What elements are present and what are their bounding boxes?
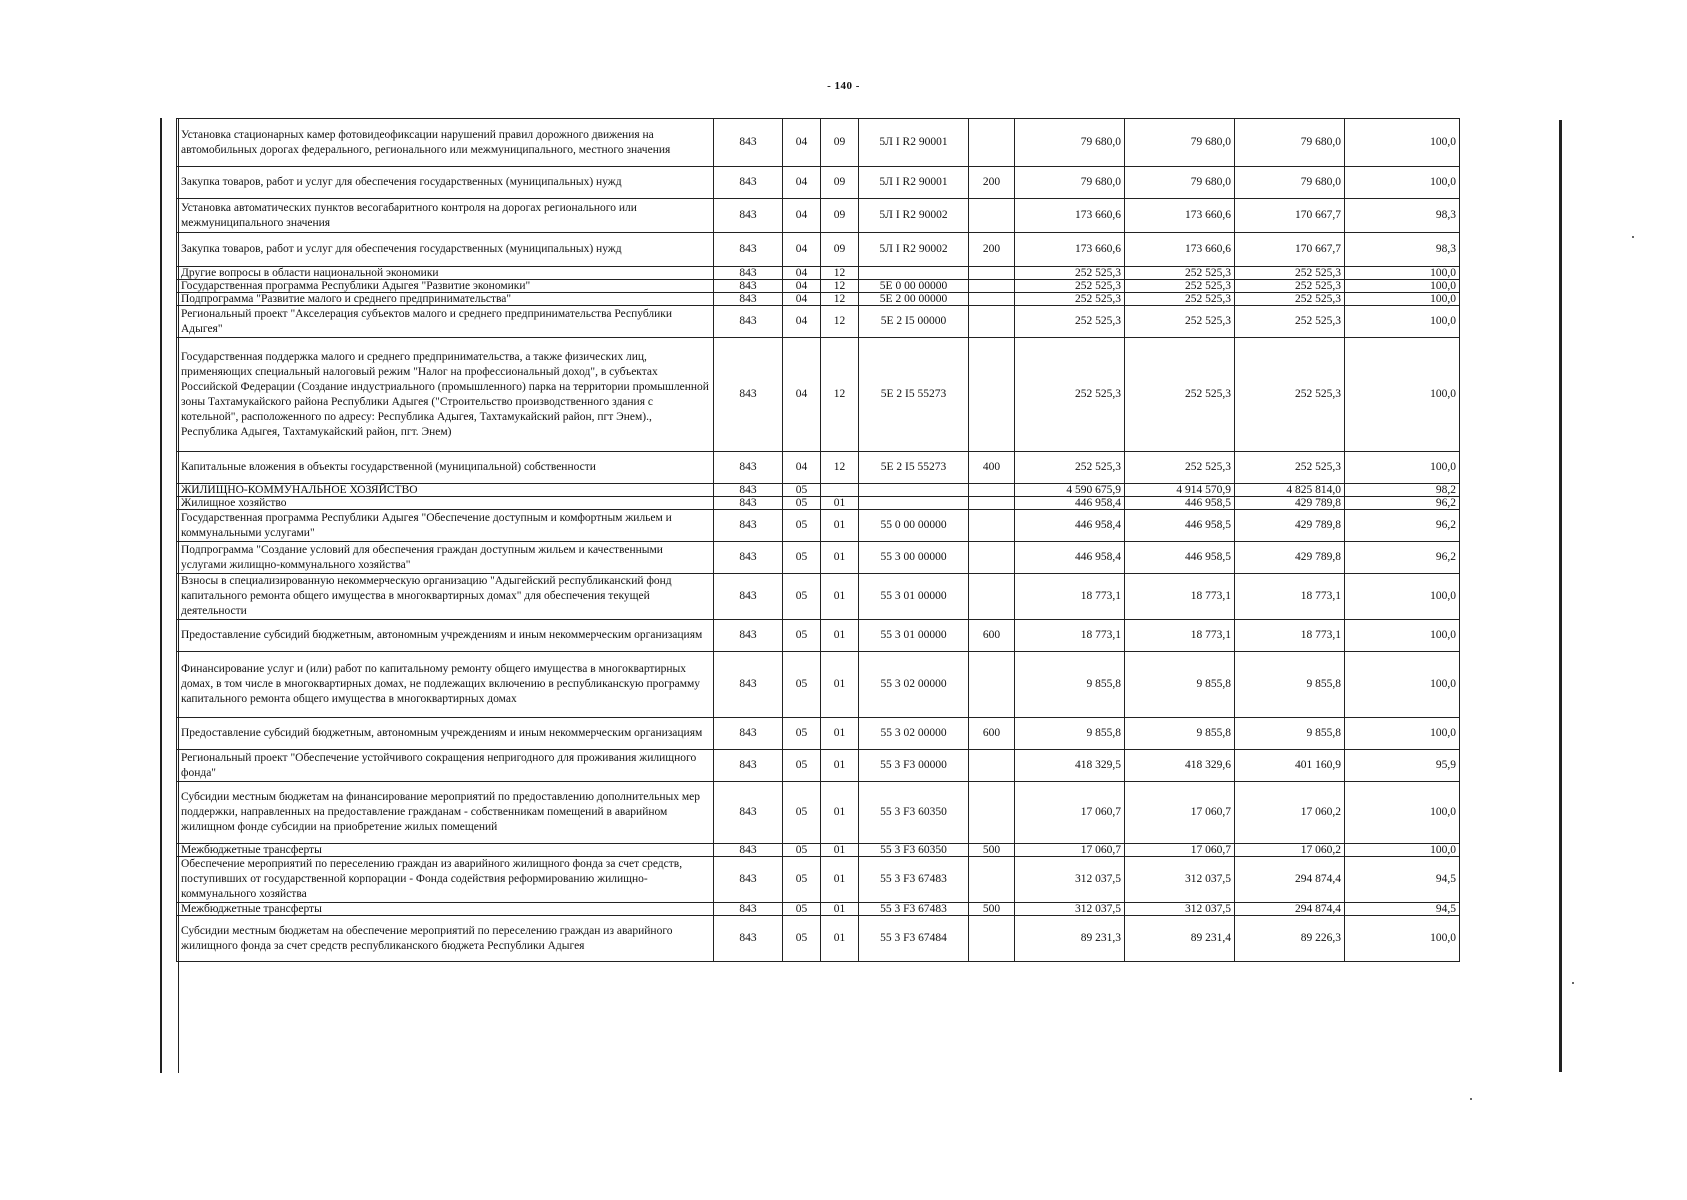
cell-section: 05 [783,620,821,652]
table-row [177,510,1460,542]
cell-target-article: 55 3 F3 00000 [859,750,969,782]
cell-refined-sum: 252 525,3 [1125,293,1235,306]
cell-section: 04 [783,280,821,293]
cell-section: 04 [783,306,821,338]
table-row [177,574,1460,620]
cell-subsection: 01 [821,574,859,620]
cell-approved-sum: 173 660,6 [1015,233,1125,267]
table-row [177,119,1460,167]
cell-refined-sum: 9 855,8 [1125,652,1235,718]
scan-speck [1470,1098,1472,1100]
cell-name: Межбюджетные трансферты [177,844,714,857]
cell-executed-sum: 17 060,2 [1235,844,1345,857]
cell-name: Региональный проект "Обеспечение устойчивого сокращения непригодного для проживания жилищного фонда" [177,750,714,782]
cell-approved-sum: 252 525,3 [1015,293,1125,306]
cell-execution-percent: 100,0 [1345,452,1460,484]
cell-execution-percent: 100,0 [1345,306,1460,338]
cell-executed-sum: 294 874,4 [1235,857,1345,903]
cell-name: Подпрограмма "Создание условий для обеспечения граждан доступным жильем и качественными услугами жилищно-коммунального хозяйства" [177,542,714,574]
cell-section: 05 [783,497,821,510]
cell-name: Жилищное хозяйство [177,497,714,510]
cell-refined-sum: 252 525,3 [1125,452,1235,484]
cell-grbs: 843 [714,844,783,857]
cell-section: 05 [783,484,821,497]
cell-refined-sum: 79 680,0 [1125,119,1235,167]
cell-expense-type [969,484,1015,497]
table-row [177,233,1460,267]
cell-executed-sum: 170 667,7 [1235,233,1345,267]
cell-section: 04 [783,199,821,233]
cell-execution-percent: 100,0 [1345,338,1460,452]
cell-execution-percent: 94,5 [1345,903,1460,916]
cell-refined-sum: 173 660,6 [1125,199,1235,233]
cell-name: Другие вопросы в области национальной экономики [177,267,714,280]
cell-expense-type [969,280,1015,293]
cell-executed-sum: 252 525,3 [1235,452,1345,484]
cell-grbs: 843 [714,542,783,574]
cell-grbs: 843 [714,280,783,293]
cell-target-article: 55 3 F3 67483 [859,857,969,903]
cell-expense-type [969,306,1015,338]
cell-approved-sum: 4 590 675,9 [1015,484,1125,497]
cell-name: Закупка товаров, работ и услуг для обеспечения государственных (муниципальных) нужд [177,233,714,267]
cell-expense-type [969,857,1015,903]
cell-execution-percent: 98,3 [1345,233,1460,267]
table-row [177,306,1460,338]
cell-execution-percent: 96,2 [1345,510,1460,542]
cell-expense-type [969,510,1015,542]
cell-target-article: 55 3 F3 60350 [859,782,969,844]
cell-subsection: 12 [821,267,859,280]
cell-subsection: 01 [821,497,859,510]
cell-target-article: 5Л I R2 90001 [859,119,969,167]
cell-target-article: 5Е 2 00 00000 [859,293,969,306]
cell-execution-percent: 98,2 [1345,484,1460,497]
cell-section: 04 [783,452,821,484]
table-row [177,497,1460,510]
cell-refined-sum: 252 525,3 [1125,306,1235,338]
cell-name: Субсидии местным бюджетам на обеспечение мероприятий по переселению граждан из аварийного жилищного фонда за счет средств республиканского бюджета Республики Адыгея [177,916,714,962]
cell-subsection: 12 [821,338,859,452]
cell-name: Предоставление субсидий бюджетным, автономным учреждениям и иным некоммерческим организациям [177,620,714,652]
cell-expense-type [969,119,1015,167]
table-row [177,916,1460,962]
budget-table [176,118,1460,962]
cell-refined-sum: 252 525,3 [1125,280,1235,293]
cell-grbs: 843 [714,718,783,750]
cell-name: Обеспечение мероприятий по переселению граждан из аварийного жилищного фонда за счет средств, поступивших от государственной корпорации - Фонда содействия реформированию жилищно-коммунального хозяйства [177,857,714,903]
cell-name: Установка автоматических пунктов весогабаритного контроля на дорогах регионального или межмуниципального значения [177,199,714,233]
cell-expense-type: 200 [969,233,1015,267]
cell-subsection: 01 [821,750,859,782]
cell-subsection [821,484,859,497]
cell-subsection: 09 [821,199,859,233]
cell-grbs: 843 [714,199,783,233]
cell-subsection: 12 [821,280,859,293]
cell-target-article: 55 3 00 00000 [859,542,969,574]
cell-executed-sum: 252 525,3 [1235,280,1345,293]
cell-approved-sum: 17 060,7 [1015,844,1125,857]
cell-subsection: 09 [821,119,859,167]
cell-expense-type: 600 [969,620,1015,652]
cell-subsection: 01 [821,510,859,542]
cell-execution-percent: 100,0 [1345,167,1460,199]
table-row [177,903,1460,916]
cell-name: ЖИЛИЩНО-КОММУНАЛЬНОЕ ХОЗЯЙСТВО [177,484,714,497]
cell-approved-sum: 446 958,4 [1015,510,1125,542]
cell-approved-sum: 79 680,0 [1015,119,1125,167]
cell-section: 05 [783,857,821,903]
cell-executed-sum: 18 773,1 [1235,620,1345,652]
cell-target-article: 5Е 2 I5 55273 [859,452,969,484]
cell-target-article [859,497,969,510]
cell-executed-sum: 252 525,3 [1235,306,1345,338]
cell-grbs: 843 [714,510,783,542]
cell-grbs: 843 [714,119,783,167]
cell-approved-sum: 312 037,5 [1015,903,1125,916]
cell-expense-type [969,750,1015,782]
cell-executed-sum: 294 874,4 [1235,903,1345,916]
cell-name: Предоставление субсидий бюджетным, автономным учреждениям и иным некоммерческим организациям [177,718,714,750]
cell-subsection: 01 [821,844,859,857]
cell-executed-sum: 4 825 814,0 [1235,484,1345,497]
cell-grbs: 843 [714,293,783,306]
cell-target-article: 55 3 F3 67483 [859,903,969,916]
cell-refined-sum: 252 525,3 [1125,338,1235,452]
cell-section: 05 [783,844,821,857]
cell-name: Региональный проект "Акселерация субъектов малого и среднего предпринимательства Республики Адыгея" [177,306,714,338]
cell-grbs: 843 [714,306,783,338]
cell-grbs: 843 [714,338,783,452]
budget-table-body [177,119,1460,962]
cell-expense-type: 600 [969,718,1015,750]
cell-execution-percent: 100,0 [1345,620,1460,652]
cell-section: 05 [783,542,821,574]
table-row [177,267,1460,280]
table-row [177,452,1460,484]
cell-grbs: 843 [714,750,783,782]
cell-execution-percent: 100,0 [1345,652,1460,718]
cell-name: Закупка товаров, работ и услуг для обеспечения государственных (муниципальных) нужд [177,167,714,199]
cell-section: 04 [783,233,821,267]
cell-refined-sum: 312 037,5 [1125,903,1235,916]
cell-approved-sum: 79 680,0 [1015,167,1125,199]
cell-refined-sum: 446 958,5 [1125,497,1235,510]
cell-name: Межбюджетные трансферты [177,903,714,916]
cell-executed-sum: 401 160,9 [1235,750,1345,782]
cell-grbs: 843 [714,782,783,844]
cell-grbs: 843 [714,167,783,199]
table-row [177,280,1460,293]
cell-section: 05 [783,652,821,718]
table-row [177,338,1460,452]
cell-executed-sum: 79 680,0 [1235,167,1345,199]
cell-execution-percent: 100,0 [1345,574,1460,620]
cell-target-article: 5Е 0 00 00000 [859,280,969,293]
cell-executed-sum: 79 680,0 [1235,119,1345,167]
cell-grbs: 843 [714,903,783,916]
cell-section: 05 [783,782,821,844]
cell-section: 05 [783,916,821,962]
cell-grbs: 843 [714,916,783,962]
cell-approved-sum: 418 329,5 [1015,750,1125,782]
cell-expense-type [969,293,1015,306]
cell-approved-sum: 446 958,4 [1015,497,1125,510]
cell-refined-sum: 252 525,3 [1125,267,1235,280]
cell-executed-sum: 252 525,3 [1235,338,1345,452]
cell-name: Установка стационарных камер фотовидеофиксации нарушений правил дорожного движения на автомобильных дорогах федерального, регионального или межмуниципального, местного значения [177,119,714,167]
cell-subsection: 09 [821,233,859,267]
cell-execution-percent: 96,2 [1345,542,1460,574]
cell-name: Капитальные вложения в объекты государственной (муниципальной) собственности [177,452,714,484]
table-row [177,542,1460,574]
cell-approved-sum: 312 037,5 [1015,857,1125,903]
cell-subsection: 01 [821,542,859,574]
cell-expense-type [969,916,1015,962]
scan-speck [1632,236,1634,238]
cell-subsection: 12 [821,452,859,484]
cell-approved-sum: 252 525,3 [1015,267,1125,280]
cell-executed-sum: 429 789,8 [1235,497,1345,510]
cell-expense-type [969,267,1015,280]
cell-name: Финансирование услуг и (или) работ по капитальному ремонту общего имущества в многоквартирных домах, в том числе в многоквартирных домах, не подлежащих включению в республиканскую программу капитального ремонта общего имущества в многоквартирных домах [177,652,714,718]
cell-target-article: 55 3 01 00000 [859,620,969,652]
cell-target-article [859,484,969,497]
cell-target-article: 55 3 F3 60350 [859,844,969,857]
cell-approved-sum: 173 660,6 [1015,199,1125,233]
cell-approved-sum: 252 525,3 [1015,452,1125,484]
cell-refined-sum: 89 231,4 [1125,916,1235,962]
table-row [177,782,1460,844]
cell-executed-sum: 9 855,8 [1235,718,1345,750]
cell-name: Государственная поддержка малого и среднего предпринимательства, а также физических лиц, применяющих специальный налоговый режим "Налог на профессиональный доход", в субъектах Российской Федерации (Создание индустриального (промышленного) парка на территории промышленной зоны Тахтамукайского района Республики Адыгея ("Строительство производственного здания с котельной", расположенного по адресу: Республика Адыгея, Тахтамукайский район, пгт Энем)., Республика Адыгея, Тахтамукайский район, пгт. Энем) [177,338,714,452]
cell-refined-sum: 9 855,8 [1125,718,1235,750]
cell-subsection: 01 [821,782,859,844]
cell-grbs: 843 [714,574,783,620]
table-row [177,199,1460,233]
table-row [177,167,1460,199]
cell-section: 04 [783,293,821,306]
page-number: - 140 - [827,80,860,92]
cell-section: 05 [783,574,821,620]
cell-subsection: 01 [821,652,859,718]
cell-expense-type [969,338,1015,452]
cell-execution-percent: 95,9 [1345,750,1460,782]
cell-execution-percent: 100,0 [1345,718,1460,750]
table-row [177,750,1460,782]
cell-expense-type [969,652,1015,718]
cell-name: Государственная программа Республики Адыгея "Развитие экономики" [177,280,714,293]
cell-executed-sum: 429 789,8 [1235,510,1345,542]
cell-approved-sum: 9 855,8 [1015,652,1125,718]
cell-expense-type [969,497,1015,510]
cell-subsection: 01 [821,620,859,652]
cell-target-article: 5Е 2 I5 00000 [859,306,969,338]
cell-subsection: 12 [821,306,859,338]
cell-section: 04 [783,119,821,167]
cell-refined-sum: 4 914 570,9 [1125,484,1235,497]
cell-refined-sum: 446 958,5 [1125,542,1235,574]
cell-execution-percent: 100,0 [1345,844,1460,857]
cell-subsection: 01 [821,857,859,903]
cell-refined-sum: 173 660,6 [1125,233,1235,267]
cell-section: 05 [783,718,821,750]
table-row [177,620,1460,652]
cell-execution-percent: 100,0 [1345,293,1460,306]
cell-executed-sum: 18 773,1 [1235,574,1345,620]
cell-executed-sum: 252 525,3 [1235,267,1345,280]
cell-expense-type [969,199,1015,233]
cell-grbs: 843 [714,452,783,484]
cell-executed-sum: 429 789,8 [1235,542,1345,574]
cell-target-article: 5Л I R2 90001 [859,167,969,199]
cell-refined-sum: 312 037,5 [1125,857,1235,903]
cell-section: 04 [783,267,821,280]
cell-execution-percent: 94,5 [1345,857,1460,903]
cell-expense-type [969,542,1015,574]
cell-executed-sum: 9 855,8 [1235,652,1345,718]
cell-refined-sum: 17 060,7 [1125,782,1235,844]
cell-grbs: 843 [714,233,783,267]
cell-approved-sum: 252 525,3 [1015,306,1125,338]
cell-target-article: 55 3 F3 67484 [859,916,969,962]
cell-grbs: 843 [714,267,783,280]
cell-target-article [859,267,969,280]
cell-approved-sum: 18 773,1 [1015,620,1125,652]
table-row [177,844,1460,857]
cell-executed-sum: 17 060,2 [1235,782,1345,844]
cell-executed-sum: 252 525,3 [1235,293,1345,306]
cell-refined-sum: 446 958,5 [1125,510,1235,542]
cell-refined-sum: 418 329,6 [1125,750,1235,782]
cell-subsection: 01 [821,916,859,962]
scan-speck [1572,982,1574,984]
cell-name: Государственная программа Республики Адыгея "Обеспечение доступным и комфортным жильем и коммунальными услугами" [177,510,714,542]
cell-expense-type [969,782,1015,844]
cell-name: Подпрограмма "Развитие малого и среднего предпринимательства" [177,293,714,306]
cell-target-article: 5Л I R2 90002 [859,199,969,233]
cell-section: 04 [783,338,821,452]
cell-target-article: 55 0 00 00000 [859,510,969,542]
cell-approved-sum: 17 060,7 [1015,782,1125,844]
cell-refined-sum: 17 060,7 [1125,844,1235,857]
cell-subsection: 09 [821,167,859,199]
cell-approved-sum: 252 525,3 [1015,280,1125,293]
cell-execution-percent: 100,0 [1345,782,1460,844]
cell-expense-type: 500 [969,903,1015,916]
cell-refined-sum: 18 773,1 [1125,620,1235,652]
cell-execution-percent: 100,0 [1345,280,1460,293]
cell-grbs: 843 [714,497,783,510]
cell-target-article: 55 3 02 00000 [859,652,969,718]
cell-refined-sum: 18 773,1 [1125,574,1235,620]
cell-approved-sum: 18 773,1 [1015,574,1125,620]
cell-execution-percent: 100,0 [1345,916,1460,962]
cell-execution-percent: 98,3 [1345,199,1460,233]
cell-execution-percent: 100,0 [1345,267,1460,280]
cell-expense-type: 200 [969,167,1015,199]
cell-executed-sum: 170 667,7 [1235,199,1345,233]
cell-approved-sum: 252 525,3 [1015,338,1125,452]
table-row [177,484,1460,497]
cell-execution-percent: 100,0 [1345,119,1460,167]
cell-subsection: 01 [821,718,859,750]
table-row [177,293,1460,306]
cell-approved-sum: 446 958,4 [1015,542,1125,574]
cell-refined-sum: 79 680,0 [1125,167,1235,199]
cell-section: 05 [783,510,821,542]
cell-name: Взносы в специализированную некоммерческую организацию "Адыгейский республиканский фонд капитального ремонта общего имущества в многоквартирных домах" для обеспечения текущей деятельности [177,574,714,620]
cell-target-article: 5Л I R2 90002 [859,233,969,267]
cell-grbs: 843 [714,484,783,497]
cell-target-article: 5Е 2 I5 55273 [859,338,969,452]
cell-section: 04 [783,167,821,199]
cell-section: 05 [783,903,821,916]
cell-expense-type [969,574,1015,620]
cell-subsection: 01 [821,903,859,916]
cell-grbs: 843 [714,652,783,718]
table-right-edge [1559,120,1562,1072]
cell-section: 05 [783,750,821,782]
cell-grbs: 843 [714,857,783,903]
table-row [177,857,1460,903]
budget-table-wrap [160,118,1460,962]
cell-execution-percent: 96,2 [1345,497,1460,510]
cell-subsection: 12 [821,293,859,306]
cell-grbs: 843 [714,620,783,652]
cell-target-article: 55 3 01 00000 [859,574,969,620]
cell-approved-sum: 89 231,3 [1015,916,1125,962]
cell-approved-sum: 9 855,8 [1015,718,1125,750]
table-row [177,718,1460,750]
cell-expense-type: 400 [969,452,1015,484]
cell-name: Субсидии местным бюджетам на финансирование мероприятий по предоставлению дополнительных мер поддержки, направленных на предоставление гражданам - собственникам помещений в аварийном жилищном фонде субсидии на приобретение жилых помещений [177,782,714,844]
cell-executed-sum: 89 226,3 [1235,916,1345,962]
cell-expense-type: 500 [969,844,1015,857]
table-row [177,652,1460,718]
cell-target-article: 55 3 02 00000 [859,718,969,750]
